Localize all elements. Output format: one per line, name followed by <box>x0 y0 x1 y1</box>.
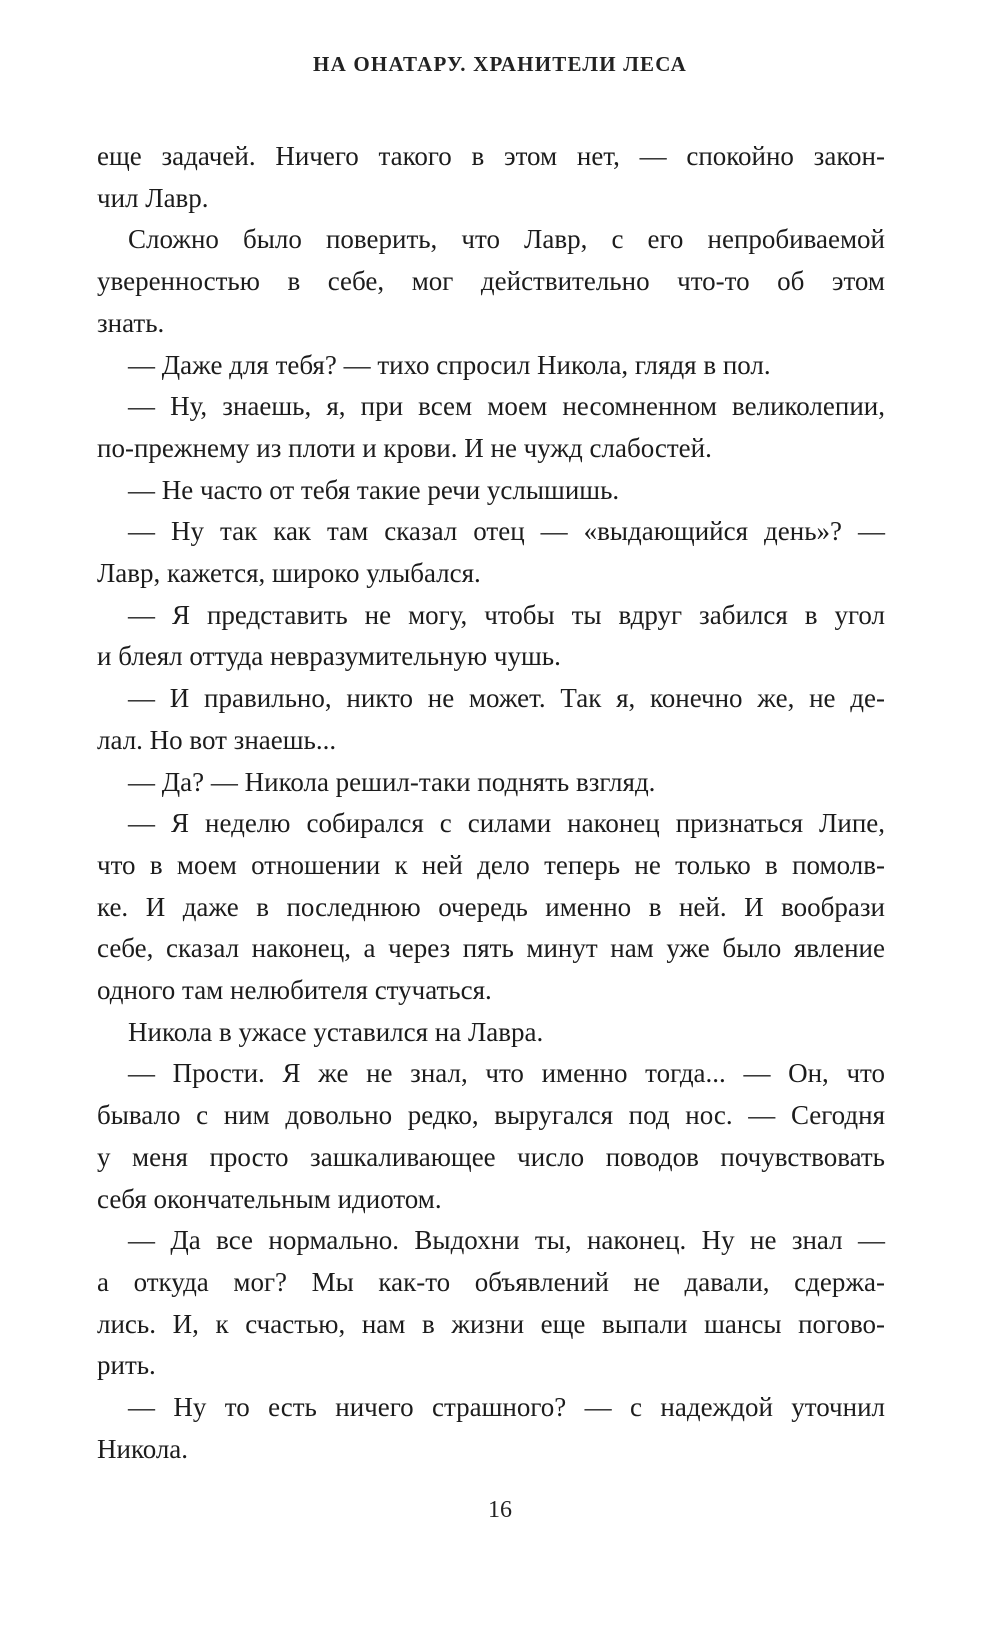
text-line: — Ну так как там сказал отец — «выдающийся день»? — <box>128 516 885 547</box>
paragraph <box>97 1387 885 1470</box>
paragraph <box>97 1053 885 1220</box>
paragraph <box>97 678 885 761</box>
text-line: еще задачей. Ничего такого в этом нет, — спокойно закон- <box>97 141 885 171</box>
text-line: Никола. <box>97 1433 189 1464</box>
text-line: — Даже для тебя? — тихо спросил Никола, глядя в пол. <box>128 349 771 380</box>
paragraph <box>97 470 885 512</box>
text-line: и блеял оттуда невразумительную чушь. <box>97 641 561 672</box>
text-line: — Ну то есть ничего страшного? — с надеждой уточнил <box>128 1392 885 1423</box>
text-line: Лавр, кажется, широко улыбался. <box>97 558 481 589</box>
paragraph <box>97 511 885 594</box>
page-number: 16 <box>488 1497 512 1523</box>
paragraph <box>97 1012 885 1054</box>
text-line: лал. Но вот знаешь... <box>97 724 337 755</box>
paragraph <box>97 136 885 219</box>
text-line: рить. <box>97 1350 156 1381</box>
text-line: Никола в ужасе уставился на Лавра. <box>128 1016 544 1047</box>
text-line: уверенностью в себе, мог действительно что-то об этом <box>97 266 885 297</box>
text-line: — Не часто от тебя такие речи услышишь. <box>128 474 620 505</box>
text-line: бывало с ним довольно редко, выругался под нос. — Сегодня <box>97 1100 885 1131</box>
text-line: — Да? — Никола решил-таки поднять взгляд. <box>128 766 656 797</box>
text-line: знать. <box>97 307 165 338</box>
paragraph <box>97 595 885 678</box>
running-header: НА ОНАТАРУ. ХРАНИТЕЛИ ЛЕСА <box>313 52 687 76</box>
text-line: ке. И даже в последнюю очередь именно в ней. И вообрази <box>97 891 885 922</box>
text-line: что в моем отношении к ней дело теперь не только в помолв- <box>97 849 885 880</box>
text-line: а откуда мог? Мы как-то объявлений не давали, сдержа- <box>97 1266 885 1297</box>
text-line: себе, сказал наконец, а через пять минут нам уже было явление <box>97 933 885 964</box>
text-line: — Ну, знаешь, я, при всем моем несомненном великолепии, <box>128 391 885 422</box>
paragraph <box>97 1220 885 1387</box>
text-line: одного там нелюбителя стучаться. <box>97 975 492 1006</box>
text-line: Сложно было поверить, что Лавр, с его непробиваемой <box>128 224 885 255</box>
paragraph <box>97 345 885 387</box>
paragraph <box>97 219 885 344</box>
text-line: лись. И, к счастью, нам в жизни еще выпали шансы погово- <box>97 1308 885 1339</box>
text-block <box>97 136 885 1471</box>
text-line: — И правильно, никто не может. Так я, конечно же, не де- <box>128 683 885 714</box>
text-line: — Я представить не могу, чтобы ты вдруг забился в угол <box>128 599 885 630</box>
paragraph <box>97 803 885 1012</box>
paragraph <box>97 386 885 469</box>
text-line: у меня просто зашкаливающее число поводов почувствовать <box>97 1141 885 1172</box>
text-line: — Я неделю собирался с силами наконец признаться Липе, <box>128 808 885 839</box>
text-line: — Да все нормально. Выдохни ты, наконец. Ну не знал — <box>128 1225 885 1256</box>
text-line: себя окончательным идиотом. <box>97 1183 442 1214</box>
text-line: чил Лавр. <box>97 182 209 213</box>
text-line: — Прости. Я же не знал, что именно тогда... — Он, что <box>128 1058 885 1089</box>
paragraph <box>97 762 885 804</box>
text-line: по-прежнему из плоти и крови. И не чужд слабостей. <box>97 432 712 463</box>
